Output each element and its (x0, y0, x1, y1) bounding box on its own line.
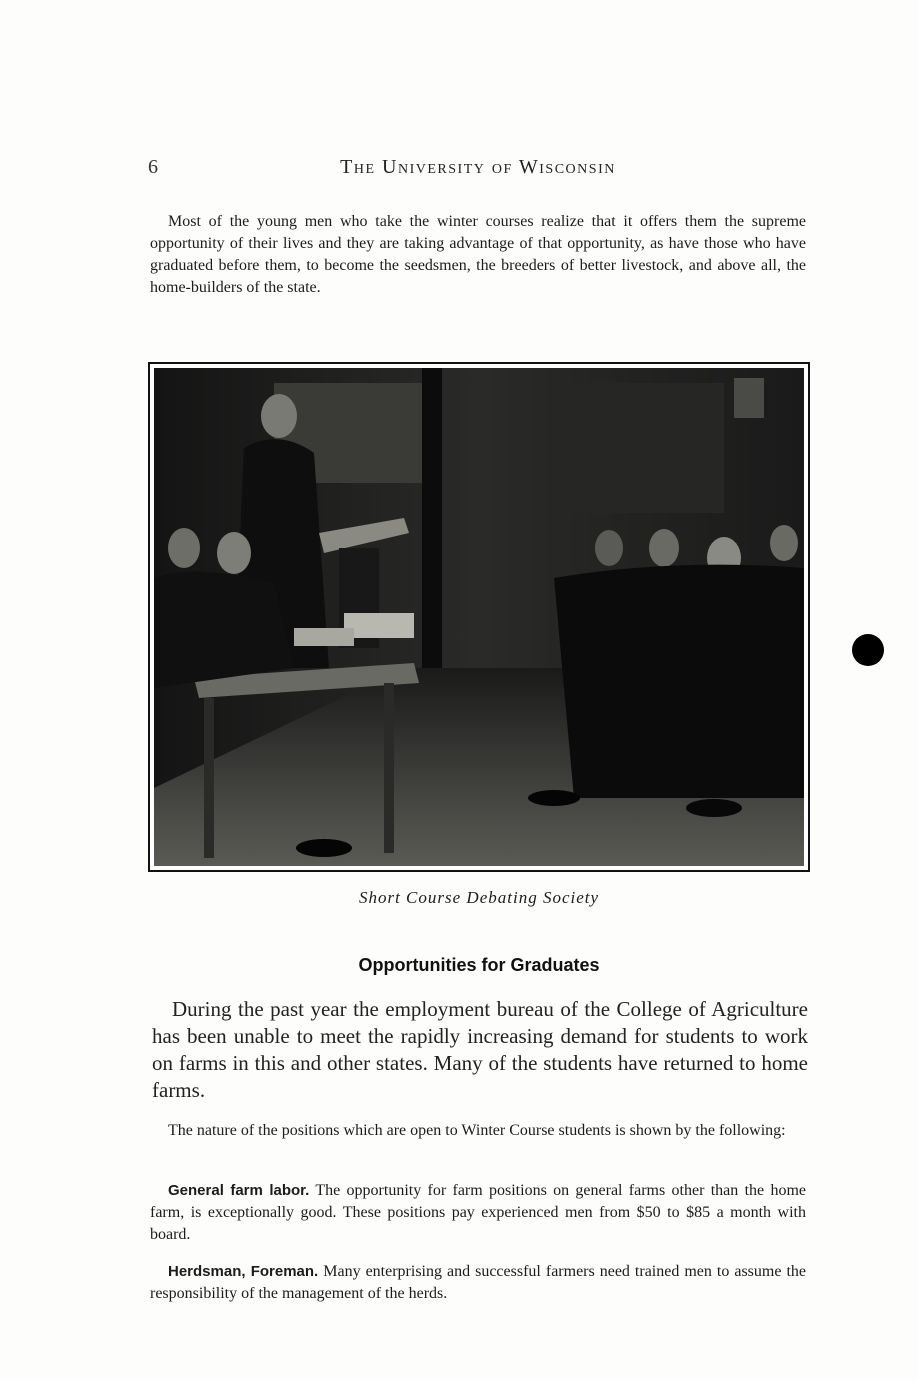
herdsman-lead: Herdsman, Foreman. (168, 1263, 319, 1280)
nature-paragraph (150, 1120, 806, 1142)
page-header (148, 156, 808, 182)
binder-punch-hole (852, 634, 884, 666)
general-farm-lead: General farm labor. (168, 1182, 310, 1199)
page-number: 6 (148, 156, 158, 178)
general-farm-paragraph (150, 1180, 806, 1246)
herdsman-paragraph (150, 1261, 806, 1305)
nature-paragraph-text: The nature of the positions which are open to Winter Course students is shown by the following: (168, 1122, 786, 1139)
herdsman-text: Many enterprising and successful farmers need trained men to assume the responsibility of the management of the herds. (150, 1263, 807, 1302)
photo-frame (148, 362, 810, 872)
lead-paragraph (152, 996, 808, 1104)
running-head: The University of Wisconsin (340, 156, 616, 178)
section-heading: Opportunities for Graduates (358, 955, 600, 975)
intro-paragraph (150, 211, 806, 299)
lead-paragraph-text: During the past year the employment bureau of the College of Agriculture has been unable to meet the rapidly increasing demand for students to work on farms in this and other states. Many of the students have returned to home farms. (152, 997, 808, 1102)
intro-text: Most of the young men who take the winter courses realize that it offers them the supreme opportunity of their lives and they are taking advantage of that opportunity, as have those who have graduated before them, to become the seedsmen, the breeders of better livestock, and above all, the home-builders of the state. (150, 213, 806, 296)
photo-caption: Short Course Debating Society (358, 888, 600, 907)
general-farm-text: The opportunity for farm positions on general farms other than the home farm, is exceptionally good. These positions pay experienced men from $50 to $85 a month with board. (150, 1182, 806, 1243)
debating-society-photo (154, 368, 804, 866)
